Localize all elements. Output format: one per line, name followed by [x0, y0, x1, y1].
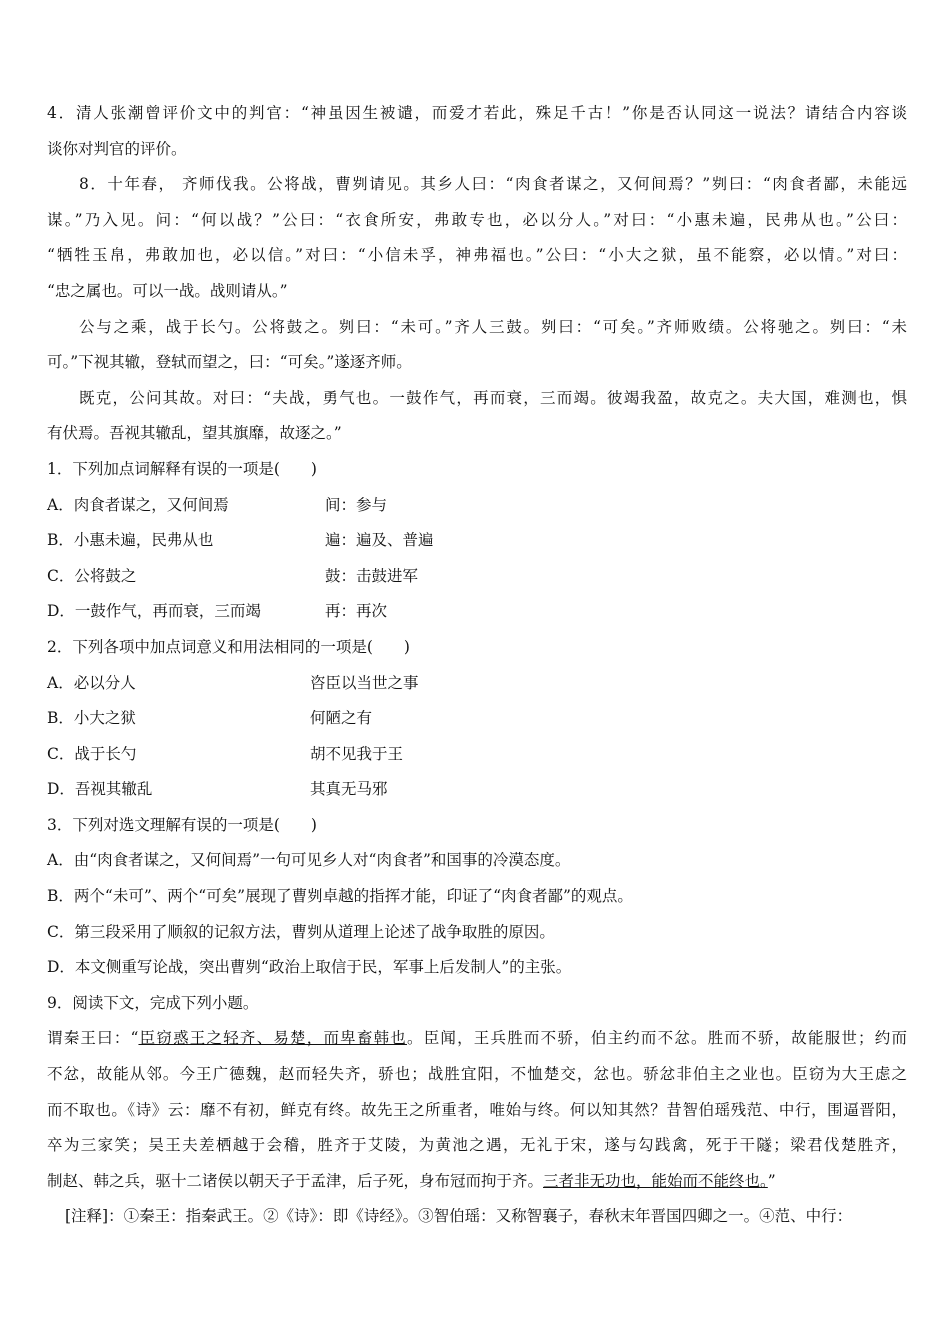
- option-compare: 其真无马邪: [310, 780, 388, 799]
- option-row: D．本文侧重写论战，突出曹刿“政治上取信于民，军事上后发制人”的主张。: [47, 958, 572, 977]
- passage-line: 有伏焉。吾视其辙乱，望其旗靡，故逐之。”: [47, 424, 342, 443]
- option-row: [47, 737, 907, 773]
- passage-line: [47, 1164, 907, 1200]
- option-gloss: 再：再次: [325, 602, 388, 621]
- option-text: B．小大之狱: [47, 709, 136, 728]
- option-gloss: 间：参与: [325, 495, 388, 514]
- option-text: C．战于长勺: [47, 744, 137, 763]
- passage-line: 谋。”乃入见。问：“何以战？”公曰：“衣食所安，弗敢专也，必以分人。”对曰：“小惠未遍，民弗从也。”公曰：: [47, 210, 907, 229]
- question-stem: 1．下列加点词解释有误的一项是( ): [47, 459, 317, 478]
- passage-line: “牺牲玉帛，弗敢加也，必以信。”对曰：“小信未孚，神弗福也。”公曰：“小大之狱，虽不能察，必以情。”对曰：: [47, 246, 907, 265]
- underlined-sentence: 臣窃惑王之轻齐、易楚，而卑畜韩也: [138, 1029, 407, 1048]
- option-row: [47, 559, 907, 595]
- option-row: C．第三段采用了顺叙的记叙方法，曹刿从道理上论述了战争取胜的原因。: [47, 922, 555, 941]
- text-run: 制赵、韩之兵，驱十二诸侯以朝天子于孟津，后子死，身布冠而拘于齐。: [47, 1171, 544, 1190]
- passage-line: 卒为三家笑；吴王夫差栖越于会稽，胜齐于艾陵，为黄池之遇，无礼于宋，遂与勾践禽，死于干隧；梁君伐楚胜齐，: [47, 1136, 907, 1155]
- document-page: [47, 96, 907, 1235]
- option-row: B．两个“未可”、两个“可矣”展现了曹刿卓越的指挥才能，印证了“肉食者鄙”的观点。: [47, 887, 633, 906]
- option-row: [47, 701, 907, 737]
- passage-line: [47, 1021, 907, 1057]
- question-4-line: 谈你对判官的评价。: [47, 139, 187, 158]
- option-text: C．公将鼓之: [47, 566, 137, 585]
- option-text: B．小惠未遍，民弗从也: [47, 531, 214, 550]
- option-text: A．必以分人: [47, 673, 136, 692]
- option-compare: 咨臣以当世之事: [310, 673, 419, 692]
- passage-line: “忠之属也。可以一战。战则请从。”: [47, 281, 288, 300]
- option-text: D．吾视其辙乱: [47, 780, 153, 799]
- passage-line: 8．十年春， 齐师伐我。公将战，曹刿请见。其乡人曰：“肉食者谋之，又何间焉？”刿曰：“肉食者鄙，未能远: [79, 175, 907, 194]
- option-row: [47, 666, 907, 702]
- question-9-stem: 9．阅读下文，完成下列小题。: [47, 993, 259, 1012]
- text-run: 。臣闻，王兵胜而不骄，伯主约而不忿。胜而不骄，故能服世；约而: [406, 1029, 907, 1048]
- option-text: A．肉食者谋之，又何间焉: [47, 495, 229, 514]
- option-text: D．一鼓作气，再而衰，三而竭: [47, 602, 261, 621]
- option-compare: 胡不见我于王: [310, 744, 404, 763]
- option-row: [47, 523, 907, 559]
- question-stem: 2．下列各项中加点词意义和用法相同的一项是( ): [47, 637, 410, 656]
- option-row: [47, 772, 907, 808]
- option-row: [47, 488, 907, 524]
- passage-line: 可。”下视其辙，登轼而望之，曰：“可矣。”遂逐齐师。: [47, 353, 412, 372]
- annotation-note: [注释]：①秦王：指秦武王。②《诗》：即《诗经》。③智伯瑶：又称智襄子，春秋末年晋国四卿之一。④范、中行：: [65, 1207, 853, 1226]
- question-4-line: 4．清人张潮曾评价文中的判官：“神虽因生被谴，而爱才若此，殊足千古！”你是否认同这一说法？请结合内容谈: [47, 104, 907, 122]
- option-gloss: 遍：遍及、普遍: [325, 531, 434, 550]
- option-row: [47, 594, 907, 630]
- option-gloss: 鼓：击鼓进军: [325, 566, 419, 585]
- underlined-sentence: 三者非无功也，能始而不能终也。: [543, 1171, 768, 1190]
- option-row: A．由“肉食者谋之，又何间焉”一句可见乡人对“肉食者”和国事的冷漠态度。: [47, 851, 571, 870]
- passage-line: 既克，公问其故。对曰：“夫战，勇气也。一鼓作气，再而衰，三而竭。彼竭我盈，故克之。夫大国，难测也，惧: [79, 388, 907, 407]
- question-stem: 3．下列对选文理解有误的一项是( ): [47, 815, 317, 834]
- text-run: 谓秦王曰：“: [47, 1029, 139, 1048]
- passage-line: 公与之乘，战于长勺。公将鼓之。刿曰：“未可。”齐人三鼓。刿曰：“可矣。”齐师败绩。公将驰之。刿曰：“未: [79, 317, 907, 336]
- passage-line: 不忿，故能从邻。今王广德魏，赵而轻失齐，骄也；战胜宜阳，不恤楚交，忿也。骄忿非伯主之业也。臣窃为大王虑之: [47, 1065, 907, 1084]
- text-run: ”: [767, 1171, 776, 1190]
- option-compare: 何陋之有: [310, 709, 373, 728]
- passage-line: 而不取也。《诗》云：靡不有初，鲜克有终。故先王之所重者，唯始与终。何以知其然？昔智伯瑶残范、中行，围逼晋阳，: [47, 1100, 907, 1119]
